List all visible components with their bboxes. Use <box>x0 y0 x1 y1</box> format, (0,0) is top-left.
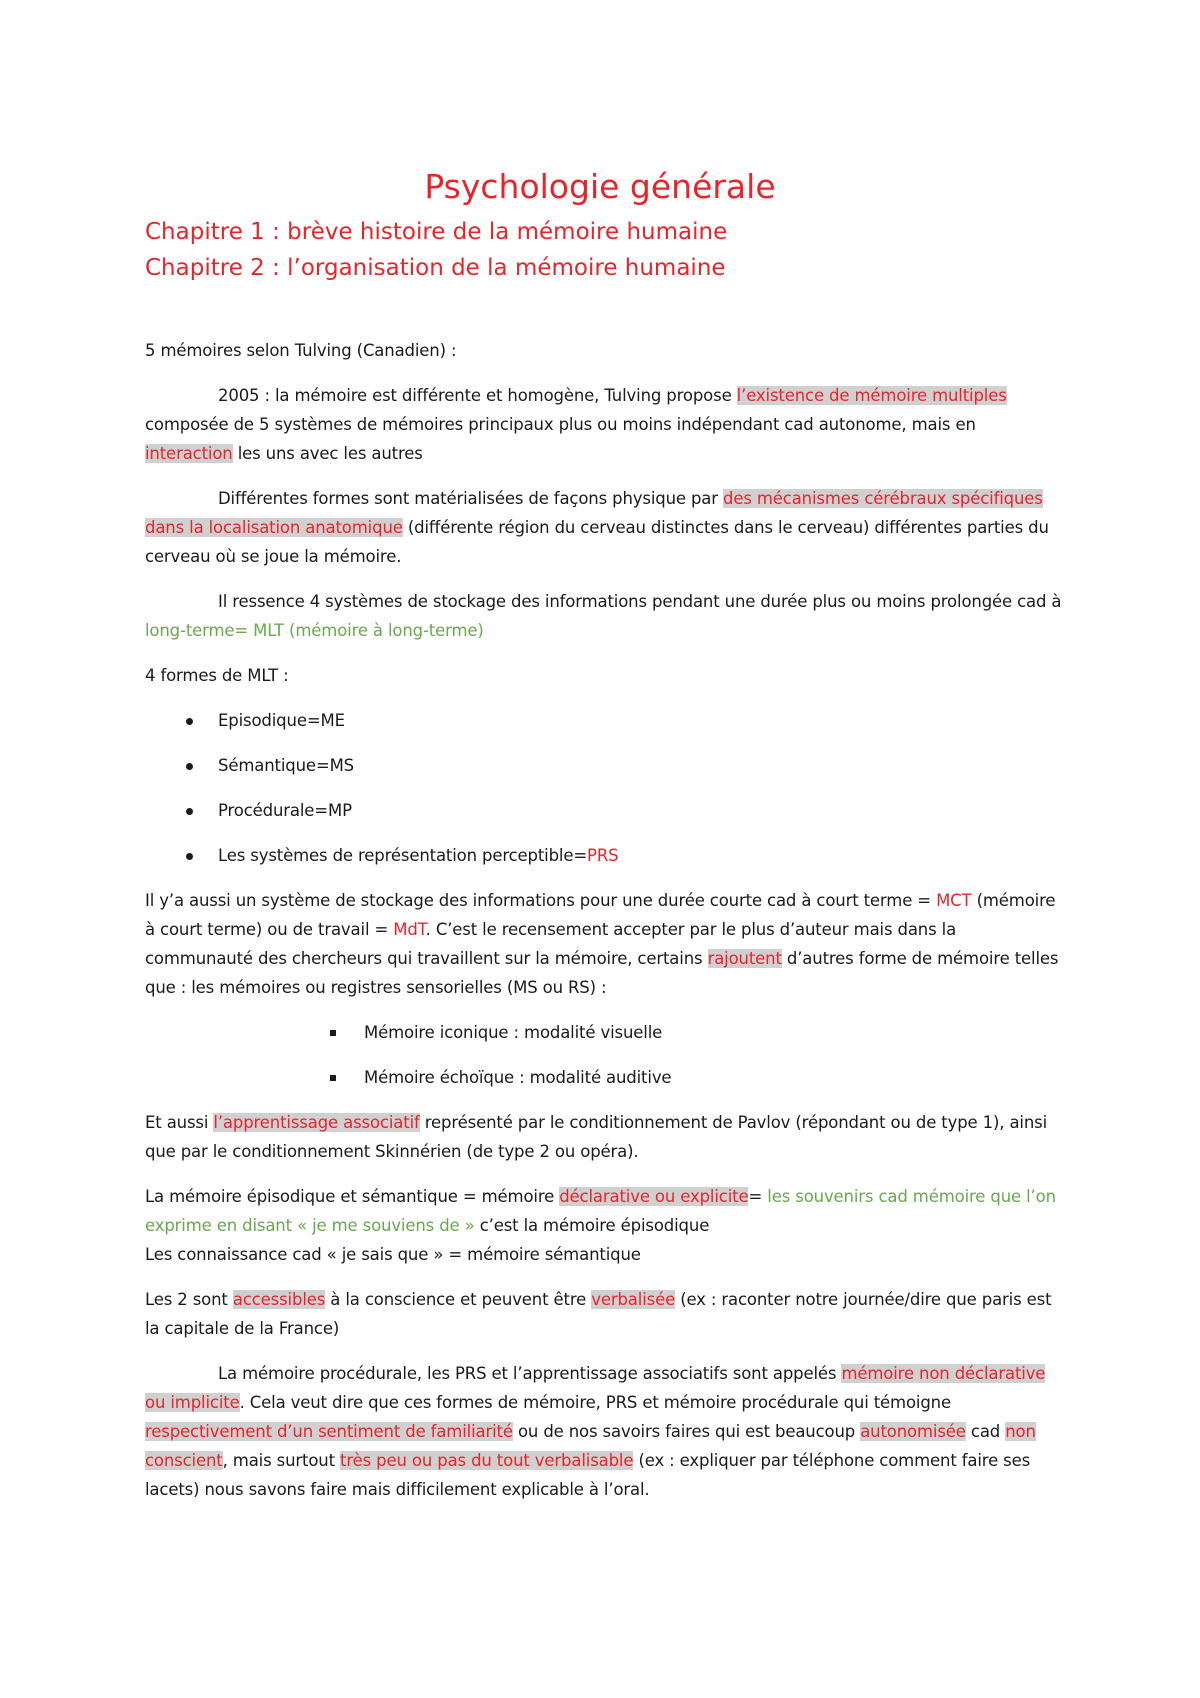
bullet-icon <box>186 853 193 860</box>
red-run: PRS <box>587 846 619 865</box>
paragraph-tulving-2005 <box>145 381 1065 468</box>
registres-list <box>145 1018 1065 1092</box>
paragraph-accessibles <box>145 1285 1065 1343</box>
highlight-run: des mécanismes cérébraux spécifiques dans la localisation anatomique <box>145 489 1043 537</box>
text-run: (différente région du cerveau distinctes dans le cerveau) différentes parties du cerveau où se joue la mémoire. <box>145 518 1049 566</box>
highlight-run: mémoire non déclarative <box>841 1364 1046 1383</box>
text-run: = <box>748 1187 768 1206</box>
text-run: Les connaissance cad « je sais que » = mémoire sémantique <box>145 1245 641 1264</box>
chapter-1-heading: Chapitre 1 : brève histoire de la mémoire humaine <box>145 219 728 245</box>
list-item <box>145 796 1065 825</box>
list-item-text: Sémantique=MS <box>218 756 354 775</box>
text-run: Et aussi <box>145 1113 214 1132</box>
red-run: MCT <box>936 891 972 910</box>
text-run: représenté par le conditionnement de Pavlov (répondant ou de type 1), ainsi que par le conditionnement Skinnérien (de type 2 ou opéra). <box>145 1113 1048 1161</box>
text-run: (mémoire à court terme) ou de travail = <box>145 891 1056 939</box>
text-run: composée de 5 systèmes de mémoires principaux plus ou moins indépendant cad autonome, mais en <box>145 415 976 434</box>
text-run: Différentes formes sont matérialisées de façons physique par <box>218 489 723 508</box>
highlight-run: ou implicite <box>145 1393 240 1412</box>
page-title: Psychologie générale <box>424 167 776 206</box>
square-bullet-icon <box>330 1075 336 1081</box>
paragraph-non-declarative <box>145 1359 1065 1504</box>
list-item <box>145 1018 1065 1047</box>
list-item <box>145 1063 1065 1092</box>
bullet-icon <box>186 763 193 770</box>
list-item <box>145 706 1065 735</box>
highlight-run: non conscient <box>145 1422 1036 1470</box>
chapter-2-heading: Chapitre 2 : l’organisation de la mémoire humaine <box>145 255 726 281</box>
highlight-run: verbalisée <box>591 1290 676 1309</box>
highlight-run: très peu ou pas du tout verbalisable <box>340 1451 634 1470</box>
text-run: (ex : expliquer par téléphone comment faire ses lacets) nous savons faire mais difficilement explicable à l’oral. <box>145 1451 1031 1499</box>
paragraph-mct <box>145 886 1065 1002</box>
list-item-text: Mémoire iconique : modalité visuelle <box>364 1023 663 1042</box>
text-run: Les 2 sont <box>145 1290 233 1309</box>
list-item-text: Mémoire échoïque : modalité auditive <box>364 1068 672 1087</box>
text-run: 2005 : la mémoire est différente et homogène, Tulving propose <box>218 386 737 405</box>
highlight-run: déclarative ou explicite <box>559 1187 749 1206</box>
paragraph-stockage <box>145 587 1065 645</box>
text-run: . C’est le recensement accepter par le plus d’auteur mais dans la communauté des chercheurs qui travaillent sur la mémoire, certains <box>145 920 957 968</box>
text-run: 5 mémoires selon Tulving (Canadien) : <box>145 341 457 360</box>
paragraph-tulving-intro <box>145 336 1065 365</box>
text-run: La mémoire procédurale, les PRS et l’apprentissage associatifs sont appelés <box>218 1364 842 1383</box>
list-item <box>145 841 1065 870</box>
text-run: Il ressence 4 systèmes de stockage des informations pendant une durée plus ou moins prolongée cad à <box>218 592 1062 611</box>
highlight-run: interaction <box>145 444 233 463</box>
paragraph-mecanismes <box>145 484 1065 571</box>
list-item <box>145 751 1065 780</box>
highlight-run: respectivement d’un sentiment de familiarité <box>145 1422 513 1441</box>
bullet-icon <box>186 718 193 725</box>
highlight-run: l’existence de mémoire multiples <box>736 386 1007 405</box>
highlight-run: rajoutent <box>707 949 782 968</box>
text-run: 4 formes de MLT : <box>145 666 289 685</box>
text-run: cad <box>965 1422 1006 1441</box>
text-run: c’est la mémoire épisodique <box>474 1216 710 1235</box>
red-run: MdT <box>393 920 426 939</box>
highlight-run: accessibles <box>232 1290 326 1309</box>
square-bullet-icon <box>330 1030 336 1036</box>
text-run: d’autres forme de mémoire telles que : les mémoires ou registres sensorielles (MS ou RS) : <box>145 949 1059 997</box>
text-run: ou de nos savoirs faires qui est beaucoup <box>512 1422 861 1441</box>
green-run: les souvenirs cad mémoire que l’on exprime en disant « je me souviens de » <box>145 1187 1056 1235</box>
paragraph-formes-mlt <box>145 661 1065 690</box>
paragraph-apprentissage <box>145 1108 1065 1166</box>
green-run: long-terme= MLT (mémoire à long-terme) <box>145 621 484 640</box>
list-item-text: Episodique=ME <box>218 711 345 730</box>
list-item-text: Procédurale=MP <box>218 801 352 820</box>
text-run: les uns avec les autres <box>232 444 423 463</box>
text-run: Il y’a aussi un système de stockage des informations pour une durée courte cad à court terme = <box>145 891 937 910</box>
mlt-list <box>145 706 1065 870</box>
text-run: . Cela veut dire que ces formes de mémoire, PRS et mémoire procédurale qui témoigne <box>239 1393 951 1412</box>
document-body <box>145 336 1065 1504</box>
text-run: (ex : raconter notre journée/dire que paris est la capitale de la France) <box>145 1290 1052 1338</box>
highlight-run: autonomisée <box>860 1422 966 1441</box>
bullet-icon <box>186 808 193 815</box>
paragraph-declarative <box>145 1182 1065 1269</box>
text-run: à la conscience et peuvent être <box>325 1290 592 1309</box>
highlight-run: l’apprentissage associatif <box>213 1113 420 1132</box>
list-item-text: Les systèmes de représentation perceptible= <box>218 846 588 865</box>
text-run: La mémoire épisodique et sémantique = mémoire <box>145 1187 560 1206</box>
text-run: , mais surtout <box>222 1451 341 1470</box>
